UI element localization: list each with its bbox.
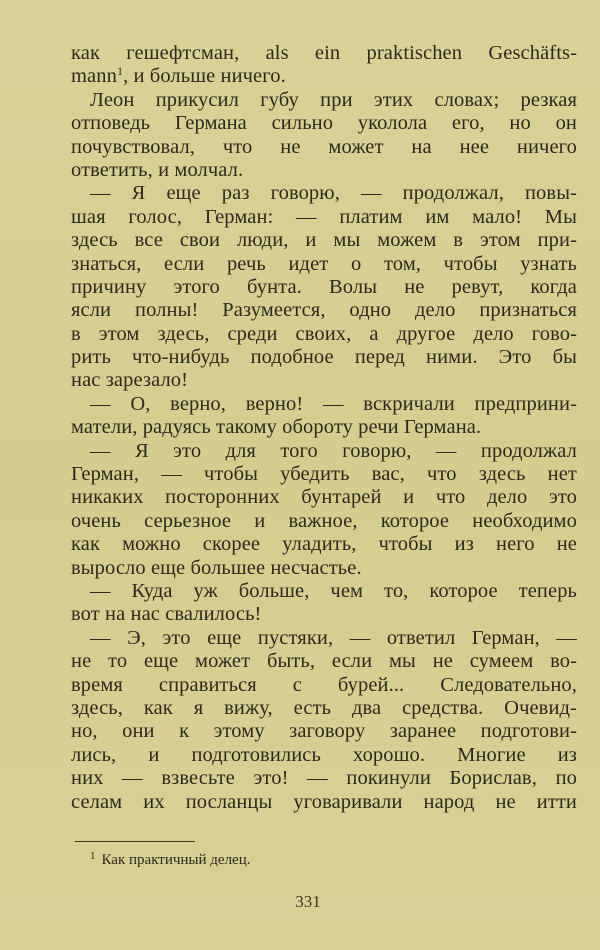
text-line: шая голос, Герман: — платим им мало! Мы — [71, 205, 577, 228]
text-line: матели, радуясь такому обороту речи Германа. — [71, 416, 482, 439]
text-line: Леон прикусил губу при этих словах; резкая — [90, 88, 577, 111]
text-line: как можно скорее уладить, чтобы из него не — [71, 533, 577, 556]
text-line: время справиться с бурей... Следовательно, — [71, 673, 577, 696]
text-line: причину этого бунта. Волы не ревут, когда — [71, 275, 577, 298]
text-line: ясли полны! Разумеется, одно дело признаться — [71, 299, 577, 322]
text-line: никаких посторонних бунтарей и что дело это — [71, 486, 577, 509]
text-line: ответить, и молчал. — [71, 158, 244, 181]
page-number: 331 — [295, 892, 321, 911]
text-line: здесь, как я вижу, есть два средства. Очевид- — [71, 696, 577, 719]
footnote-reference: 1 — [116, 64, 124, 79]
text-line: нас зарезало! — [71, 369, 189, 392]
text-line: лись, и подготовились хорошо. Многие из — [71, 743, 577, 766]
text-line: — Э, это еще пустяки, — ответил Герман, — — [90, 626, 577, 649]
text-line: не то еще может быть, если мы не сумеем во- — [71, 650, 577, 673]
text-fragment: mann — [71, 65, 117, 88]
text-line: рить что-нибудь подобное перед ними. Это бы — [71, 346, 577, 369]
footnote — [90, 850, 251, 870]
body-text — [71, 42, 577, 814]
text-line: в этом здесь, среди своих, а другое дело гово- — [71, 322, 577, 345]
footnote-divider — [75, 841, 195, 842]
text-line — [71, 65, 577, 88]
text-line: почувствовал, что не может на нее ничего — [71, 135, 577, 158]
text-line: знаться, если речь идет о том, чтобы узнать — [71, 252, 577, 275]
text-line: — Куда уж больше, чем то, которое теперь — [90, 579, 577, 602]
footnote-text: Как практичный делец. — [101, 852, 251, 868]
text-line: селам их посланцы уговаривали народ не итти — [71, 790, 577, 813]
text-line: — Я это для того говорю, — продолжал — [90, 439, 577, 462]
text-line: но, они к этому заговору заранее подготови- — [71, 720, 577, 743]
text-line: них — взвесьте это! — покинули Борислав, по — [71, 767, 577, 790]
text-line: отповедь Германа сильно уколола его, но он — [71, 112, 577, 135]
text-line: здесь все свои люди, и мы можем в этом при- — [71, 229, 577, 252]
text-line: Герман, — чтобы убедить вас, что здесь нет — [71, 463, 577, 486]
text-line: выросло еще большее несчастье. — [71, 556, 362, 579]
text-line: как гешефтсман, als ein praktischen Geschäfts- — [71, 42, 577, 64]
text-line: — О, верно, верно! — вскричали предприни- — [90, 392, 577, 415]
text-line: — Я еще раз говорю, — продолжал, повы- — [90, 182, 577, 205]
text-line: вот на нас свалилось! — [71, 603, 262, 626]
footnote-marker: 1 — [90, 850, 96, 862]
text-line: очень серьезное и важное, которое необходимо — [71, 509, 577, 532]
text-fragment: , и больше ничего. — [123, 65, 286, 88]
